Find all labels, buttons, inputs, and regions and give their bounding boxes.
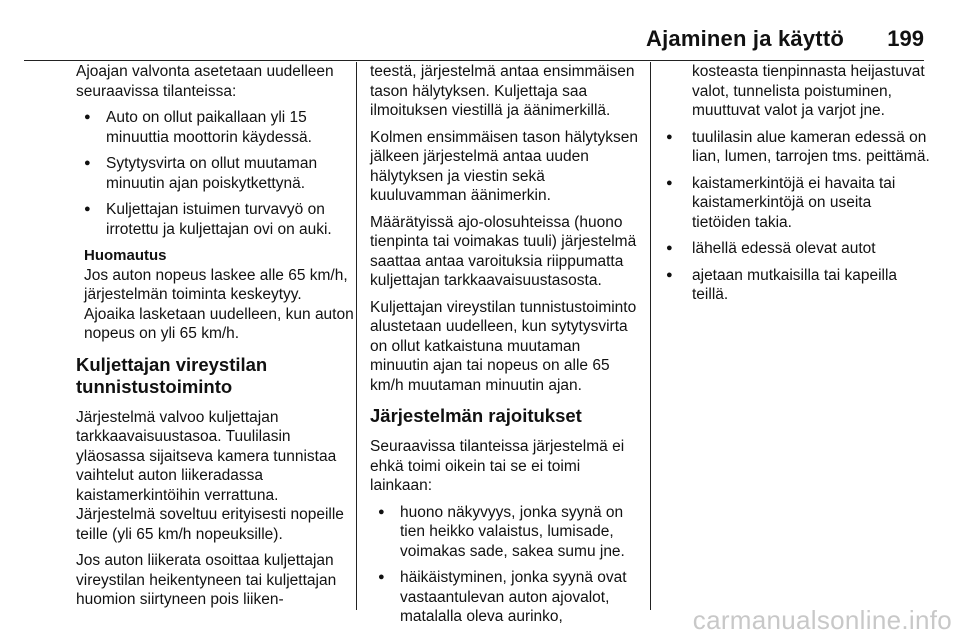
- list-item: ● Sytytysvirta on ollut muutaman minuutin ajan poiskytkettynä.: [76, 154, 354, 193]
- limitations-intro: Seuraavissa tilanteissa järjestelmä ei ehkä toimi oikein tai se ei toimi lainkaan:: [370, 438, 625, 494]
- section-heading: Järjestelmän rajoitukset: [370, 405, 582, 426]
- limitations-list: [370, 503, 638, 627]
- section-heading: Kuljettajan vireystilan tunnistustoiminto: [76, 353, 268, 397]
- paragraph: Kuljettajan vireystilan tunnistustoiminto alustetaan uudelleen, kun sytytysvirta on ollut katkaistuna muutaman minuutin ajan tai nopeus on alle 65 km/h muutaman minuutin ajan.: [370, 298, 637, 394]
- page-header: [24, 20, 924, 61]
- reset-conditions-list: [76, 108, 354, 239]
- list-item: ● huono näkyvyys, jonka syynä on tien heikko valaistus, lumisade, voimakas sade, sakea sumu jne.: [370, 503, 638, 562]
- note-text: Jos auton nopeus laskee alle 65 km/h, järjestelmän toiminta keskeytyy. Ajoaika lasketaan uudelleen, kun auton nopeus on yli 65 km/h.: [84, 266, 354, 342]
- paragraph: teestä, järjestelmä antaa ensimmäisen tason hälytyksen. Kuljettaja saa ilmoituksen viestillä ja äänimerkillä.: [370, 63, 635, 119]
- column-2: [370, 62, 638, 634]
- list-item: ● tuulilasin alue kameran edessä on lian, lumen, tarrojen tms. peittämä.: [664, 128, 932, 167]
- column-3: [664, 62, 932, 312]
- list-item: ● häikäistyminen, jonka syynä ovat vastaantulevan auton ajovalot, matalalla oleva aurinko,: [370, 568, 638, 627]
- list-item: ● ajetaan mutkaisilla tai kapeilla teillä.: [664, 266, 932, 305]
- list-item: ● lähellä edessä olevat autot: [664, 239, 932, 259]
- continued-text: kosteasta tienpinnasta heijastuvat valot, tunnelista poistuminen, muuttuvat valot ja varjot jne.: [692, 63, 925, 119]
- paragraph: Määrätyissä ajo-olosuhteissa (huono tienpinta tai voimakas tuuli) järjestelmä saattaa antaa varoituksia riippumatta kuljettajan tarkkaavaisuustasosta.: [370, 213, 637, 289]
- column-1: [76, 62, 354, 617]
- list-item: ● Kuljettajan istuimen turvavyö on irrotettu ja kuljettajan ovi on auki.: [76, 200, 354, 239]
- list-item: ● kaistamerkintöjä ei havaita tai kaistamerkintöjä on useita tietöiden takia.: [664, 174, 932, 233]
- list-item: ● Auto on ollut paikallaan yli 15 minuuttia moottorin käydessä.: [76, 108, 354, 147]
- section-title: Ajaminen ja käyttö: [646, 26, 844, 51]
- reset-intro: Ajoajan valvonta asetetaan uudelleen seuraavissa tilanteissa:: [76, 63, 334, 100]
- watermark: carmanualsonline.info: [692, 605, 952, 635]
- paragraph: Kolmen ensimmäisen tason hälytyksen jälkeen järjestelmä antaa uuden hälytyksen ja viestin sekä kuuluvamman äänimerkin.: [370, 128, 638, 204]
- limitations-list-continued: [664, 128, 932, 305]
- note-box: [76, 246, 354, 344]
- column-divider-left: [356, 62, 357, 610]
- note-title: Huomautus: [84, 247, 167, 264]
- page-number: 199: [887, 26, 924, 51]
- paragraph: Jos auton liikerata osoittaa kuljettajan vireystilan heikentyneen tai kuljettajan huomion siirtyneen pois liiken-: [76, 552, 337, 608]
- column-divider-right: [650, 62, 651, 610]
- paragraph: Järjestelmä valvoo kuljettajan tarkkaavaisuustasoa. Tuulilasin yläosassa sijaitseva kamera tunnistaa vaihtelut auton liikeradassa kaistamerkintöihin verrattuna. Järjestelmä soveltuu erityisesti nopeille teille (yli 65 km/h nopeuksille).: [76, 408, 344, 543]
